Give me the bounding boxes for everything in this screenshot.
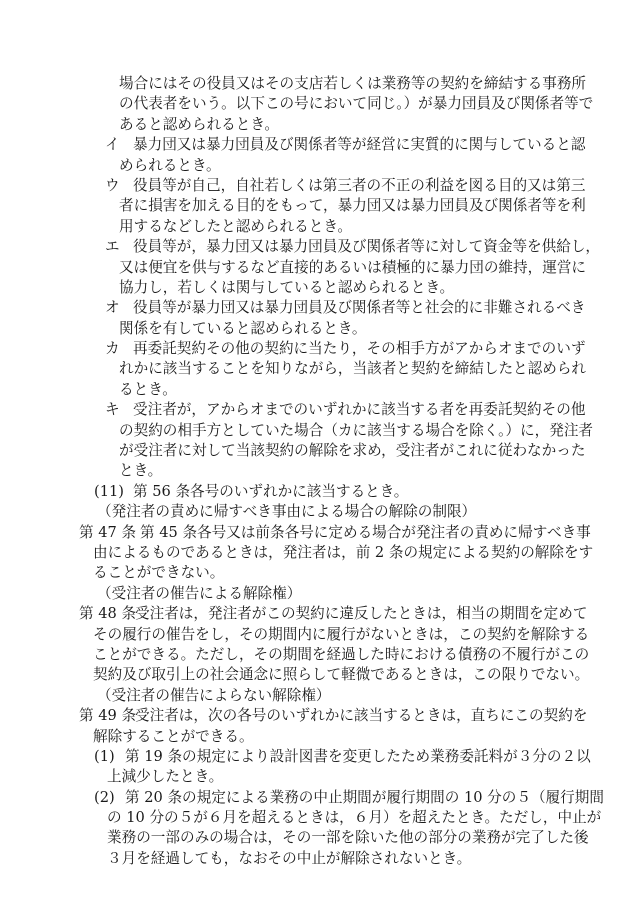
list-item xyxy=(0,482,630,502)
article-heading xyxy=(0,502,630,522)
text-line xyxy=(0,747,630,767)
text-line xyxy=(0,665,630,685)
line-text: 第 56 条各号のいずれかに該当するとき。 xyxy=(133,482,409,500)
text-line xyxy=(0,604,630,624)
text-line xyxy=(0,808,630,828)
text-line xyxy=(0,319,630,339)
text-line xyxy=(0,563,630,583)
article-paragraph xyxy=(0,523,630,584)
list-item xyxy=(0,176,630,237)
article-number: 第 49 条 xyxy=(79,707,137,725)
text-line xyxy=(0,196,630,216)
text-line xyxy=(0,258,630,278)
line-text: 受注者は，次の各号のいずれかに該当するときは，直ちにこの契約を xyxy=(135,707,588,725)
item-label: (1) xyxy=(94,747,115,765)
line-text: ３月を経過しても，なおその中止が解除されないとき。 xyxy=(107,849,472,867)
text-line xyxy=(0,686,630,706)
line-text: 暴力団又は暴力団員及び関係者等が経営に実質的に関与していると認 xyxy=(133,136,586,154)
text-line xyxy=(0,339,630,359)
line-text: 受注者は，発注者がこの契約に違反したときは，相当の期間を定めて xyxy=(135,605,588,623)
line-text: 解除することができる。 xyxy=(93,727,254,745)
text-line xyxy=(0,380,630,400)
line-text: れかに該当することを知りながら，当該者と契約を締結したと認められ xyxy=(119,360,587,378)
line-text: ることができない。 xyxy=(93,564,225,582)
line-text: （受注者の催告による解除権） xyxy=(97,584,302,602)
line-text: 第 45 条各号又は前条各号に定める場合が発注者の責めに帰すべき事 xyxy=(140,523,591,541)
text-line xyxy=(0,788,630,808)
text-line xyxy=(0,727,630,747)
line-text: （発注者の責めに帰すべき事由による場合の解除の制限） xyxy=(97,503,477,521)
line-text: 業務の一部のみの場合は，その一部を除いた他の部分の業務が完了した後 xyxy=(107,829,589,847)
text-line xyxy=(0,461,630,481)
document-body xyxy=(0,74,630,869)
line-text: その履行の催告をし，その期間内に履行がないときは，この契約を解除する xyxy=(93,625,590,643)
article-number: 第 47 条 xyxy=(79,523,137,541)
list-item xyxy=(0,237,630,298)
line-text: あると認められるとき。 xyxy=(119,115,279,133)
text-line xyxy=(0,645,630,665)
line-text: 上減少したとき。 xyxy=(107,768,224,786)
line-text: 又は便宜を供与するなど直接的あるいは積極的に暴力団の維持，運営に xyxy=(119,258,587,276)
article-heading xyxy=(0,584,630,604)
list-item xyxy=(0,298,630,339)
line-text: の契約の相手方としていた場合（カに該当する場合を除く。）に，発注者 xyxy=(119,421,594,439)
line-text: 再委託契約その他の契約に当たり，その相手方がアからオまでのいず xyxy=(133,340,586,358)
text-line xyxy=(0,94,630,114)
item-label: カ xyxy=(105,340,120,358)
text-line xyxy=(0,767,630,787)
text-line xyxy=(0,421,630,441)
text-line xyxy=(0,400,630,420)
line-text: 関係を有していると認められるとき。 xyxy=(119,319,367,337)
paragraph-continuation xyxy=(0,74,630,135)
line-text: ことができる。ただし，その期間を経過した時における債務の不履行がこの xyxy=(93,645,590,663)
text-line xyxy=(0,278,630,298)
line-text: 役員等が自己，自社若しくは第三者の不正の利益を図る目的又は第三 xyxy=(133,176,586,194)
line-text: 者に損害を加える目的をもって，暴力団又は暴力団員及び関係者等を利 xyxy=(119,197,586,215)
line-text: の 10 分の５が６月を超えるときは，６月）を超えたとき。ただし，中止が xyxy=(107,809,602,827)
article-heading xyxy=(0,686,630,706)
article-paragraph xyxy=(0,604,630,686)
line-text: 協力し，若しくは関与していると認められるとき。 xyxy=(119,278,455,296)
text-line xyxy=(0,359,630,379)
article-paragraph xyxy=(0,706,630,747)
list-item xyxy=(0,788,630,870)
article-number: 第 48 条 xyxy=(79,605,137,623)
line-text: 役員等が暴力団又は暴力団員及び関係者等と社会的に非難されるべき xyxy=(133,299,586,317)
item-label: エ xyxy=(105,238,120,256)
item-label: オ xyxy=(105,299,120,317)
text-line xyxy=(0,706,630,726)
text-line xyxy=(0,156,630,176)
item-label: イ xyxy=(105,136,120,154)
list-item xyxy=(0,135,630,176)
line-text: （受注者の催告によらない解除権） xyxy=(97,686,331,704)
text-line xyxy=(0,115,630,135)
text-line xyxy=(0,502,630,522)
line-text: められるとき。 xyxy=(119,156,221,174)
text-line xyxy=(0,217,630,237)
text-line xyxy=(0,237,630,257)
line-text: 第 20 条の規定による業務の中止期間が履行期間の 10 分の５（履行期間 xyxy=(125,788,604,806)
line-text: 契約及び取引上の社会通念に照らして軽微であるときは，この限りでない。 xyxy=(93,666,590,684)
item-label: (11) xyxy=(94,482,124,500)
item-label: (2) xyxy=(94,788,115,806)
text-line xyxy=(0,441,630,461)
text-line xyxy=(0,849,630,869)
list-item xyxy=(0,400,630,482)
item-label: ウ xyxy=(105,176,120,194)
line-text: 由によるものであるときは，発注者は，前 2 条の規定による契約の解除をす xyxy=(93,543,594,561)
text-line xyxy=(0,584,630,604)
text-line xyxy=(0,523,630,543)
text-line xyxy=(0,625,630,645)
line-text: の代表者をいう。以下この号において同じ。）が暴力団員及び関係者等で xyxy=(119,95,594,113)
text-line xyxy=(0,298,630,318)
text-line xyxy=(0,482,630,502)
text-line xyxy=(0,543,630,563)
line-text: るとき。 xyxy=(119,380,177,398)
text-line xyxy=(0,135,630,155)
line-text: 受注者が，アからオまでのいずれかに該当する者を再委託契約その他 xyxy=(133,401,586,419)
text-line xyxy=(0,828,630,848)
line-text: 第 19 条の規定により設計図書を変更したため業務委託料が３分の２以 xyxy=(125,747,591,765)
line-text: 役員等が，暴力団又は暴力団員及び関係者等に対して資金等を供給し， xyxy=(133,238,601,256)
line-text: とき。 xyxy=(119,462,163,480)
line-text: 用するなどしたと認められるとき。 xyxy=(119,217,352,235)
text-line xyxy=(0,74,630,94)
line-text: 場合にはその役員又はその支店若しくは業務等の契約を締結する事務所 xyxy=(119,75,587,92)
text-line xyxy=(0,176,630,196)
list-item xyxy=(0,747,630,788)
item-label: キ xyxy=(105,401,120,419)
list-item xyxy=(0,339,630,400)
line-text: が受注者に対して当該契約の解除を求め，受注者がこれに従わなかった xyxy=(119,442,586,460)
